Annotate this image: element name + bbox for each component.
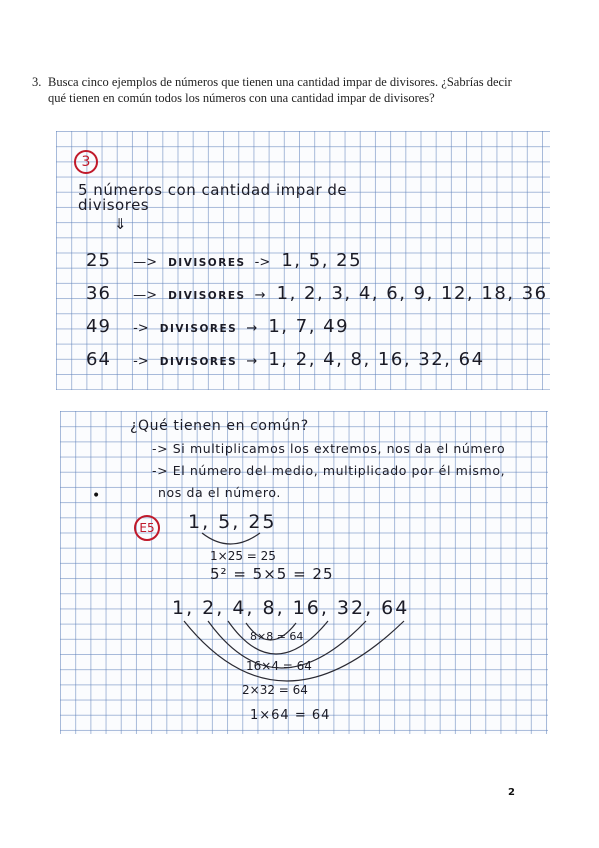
sheet1-title-line-1: 5 números con cantidad impar de: [78, 181, 348, 199]
divisors-label: DIVISORES: [159, 323, 238, 335]
question-line-1: 3. Busca cinco ejemplos de números que tienen una cantidad impar de divisores. ¿Sabrías decir: [32, 75, 512, 89]
handwritten-sheet-2: [60, 411, 548, 734]
page-number: 2: [508, 787, 515, 798]
question-line-2: qué tienen en común todos los números con una cantidad impar de divisores?: [48, 91, 435, 105]
calc-1x64: 1×64 = 64: [250, 708, 331, 723]
divisors-list: 1, 7, 49: [268, 316, 350, 337]
arrow-icon: ->: [254, 255, 271, 270]
arc-8-8: [246, 623, 296, 640]
divisors-label: DIVISORES: [159, 356, 238, 368]
row-number: 49: [86, 316, 111, 337]
divisors-label: DIVISORES: [168, 257, 246, 269]
answer-line-1: -> Si multiplicamos los extremos, nos da el número: [152, 441, 506, 456]
down-arrow-icon: ⇓: [114, 215, 127, 233]
arc-1-64: [184, 621, 404, 681]
divisor-row: [86, 250, 362, 271]
divisor-row: [86, 349, 485, 370]
row-number: 36: [86, 283, 111, 304]
arc-4-16: [228, 621, 328, 654]
arrow-icon: →: [246, 354, 258, 369]
pairing-arcs: [60, 411, 548, 734]
arc-2-32: [208, 621, 366, 668]
answer-line-3: nos da el número.: [158, 485, 281, 500]
answer-line-2: -> El número del medio, multiplicado por él mismo,: [152, 463, 506, 478]
arrow-icon: →: [254, 288, 266, 303]
row-number: 64: [86, 349, 111, 370]
calc-16x4: 16×4 = 64: [246, 659, 312, 673]
calc-2x32: 2×32 = 64: [242, 683, 308, 697]
arrow-icon: →: [246, 321, 258, 336]
divisors-list: 1, 2, 4, 8, 16, 32, 64: [268, 349, 485, 370]
arrow-icon: ->: [133, 321, 149, 336]
row-number: 25: [86, 250, 111, 271]
arc-1-25: [202, 533, 260, 544]
question-text: [32, 74, 572, 106]
question-number: 3.: [32, 75, 42, 89]
calc-8x8: 8×8 = 64: [250, 630, 304, 643]
divisor-row: [86, 283, 548, 304]
calc-5-squared: 5² = 5×5 = 25: [210, 565, 334, 583]
handwritten-sheet-1: [56, 131, 550, 390]
bullet-dot: •: [92, 488, 101, 504]
arrow-icon: —>: [133, 288, 157, 303]
divisors-label: DIVISORES: [168, 290, 246, 302]
arrow-icon: —>: [133, 255, 157, 270]
circled-number: 3: [74, 150, 98, 174]
arrow-icon: ->: [133, 354, 149, 369]
circled-example-label: E5: [134, 515, 160, 541]
calc-1x25: 1×25 = 25: [210, 549, 276, 563]
divisor-row: [86, 316, 349, 337]
divisors-list: 1, 2, 3, 4, 6, 9, 12, 18, 36: [276, 283, 548, 304]
sequence-64: 1, 2, 4, 8, 16, 32, 64: [172, 597, 410, 619]
divisors-list: 1, 5, 25: [281, 250, 363, 271]
common-question: ¿Qué tienen en común?: [130, 418, 309, 434]
sheet1-title-line-2: divisores: [78, 196, 150, 214]
sequence-25: 1, 5, 25: [188, 511, 277, 533]
